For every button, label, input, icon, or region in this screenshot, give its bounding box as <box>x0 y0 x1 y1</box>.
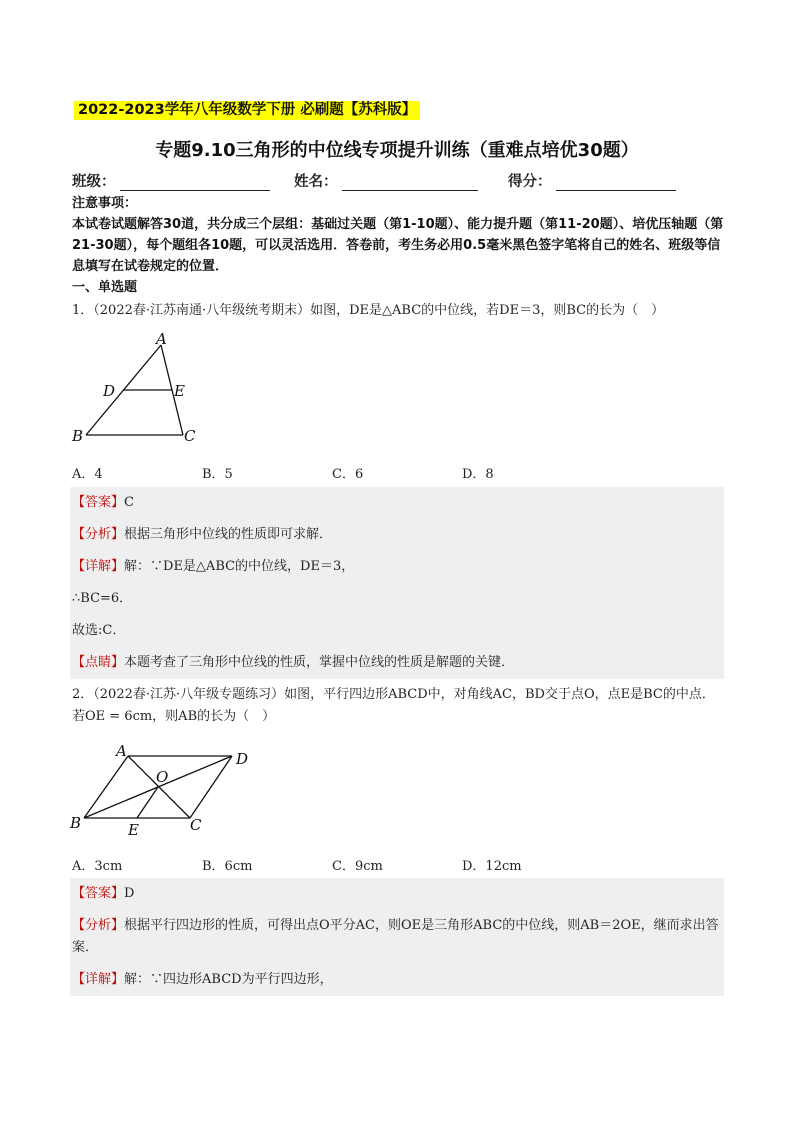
q1-option-a[interactable]: A．4 <box>72 467 103 482</box>
q1-stem: 1．（2022春·江苏南通·八年级统考期末）如图，DE是△ABC的中位线，若DE＝3，则BC的长为（ ） <box>72 303 665 318</box>
label-d: D <box>103 382 116 400</box>
q2-analysis-row <box>70 910 724 964</box>
section-heading: 一、单选题 <box>72 280 138 295</box>
q1-option-b[interactable]: B．5 <box>202 467 233 482</box>
label-b: B <box>70 814 82 832</box>
label-d: D <box>236 750 249 768</box>
instructions-heading: 注意事项： <box>72 196 138 211</box>
answer-value: D <box>124 886 135 901</box>
comment-tag: 【点睛】 <box>72 655 125 670</box>
name-blank[interactable] <box>342 174 478 191</box>
label-e: E <box>174 382 185 400</box>
analysis-text: 根据平行四边形的性质，可得出点O平分AC，则OE是三角形ABC的中位线，则AB＝2OE，继而求出答案． <box>72 918 719 955</box>
instructions-body: 本试卷试题解答30道，共分成三个层组：基础过关题（第1-10题）、能力提升题（第11-20题）、培优压轴题（第21-30题），每个题组各10题，可以灵活选用．答卷前，考生务必用0.5毫米黑色签字笔将自己的姓名、班级等信息填写在试卷规定的位置． <box>72 217 724 274</box>
answer-tag: 【答案】 <box>72 495 125 510</box>
label-a: A <box>116 742 127 760</box>
detail-tag: 【详解】 <box>72 559 125 574</box>
comment-text: 本题考查了三角形中位线的性质，掌握中位线的性质是解题的关键． <box>124 655 515 670</box>
detail-text: 解：∵四边形ABCD为平行四边形， <box>124 972 333 987</box>
class-field <box>72 170 294 191</box>
q1-solution <box>70 487 724 679</box>
q2-detail-row <box>70 964 724 996</box>
q1-options <box>72 463 592 482</box>
q1-step3: 故选:C． <box>72 623 126 638</box>
q1-comment-row <box>70 647 724 679</box>
q2-option-c[interactable]: C．9cm <box>332 859 383 874</box>
q2-stem: 2．（2022春·江苏·八年级专题练习）如图，平行四边形ABCD中，对角线AC，BD交于点O，点E是BC的中点．若OE = 6cm，则AB的长为（ ） <box>72 687 715 724</box>
q1-analysis-row <box>70 519 724 551</box>
q1-option-c[interactable]: C．6 <box>332 467 364 482</box>
page-title: 专题9.10三角形的中位线专项提升训练（重难点培优30题） <box>155 140 639 161</box>
series-banner: 2022-2023学年八年级数学下册 必刷题【苏科版】 <box>74 101 420 120</box>
q2-option-b[interactable]: B．6cm <box>202 859 253 874</box>
score-blank[interactable] <box>556 174 676 191</box>
analysis-text: 根据三角形中位线的性质即可求解． <box>124 527 333 542</box>
instructions <box>72 193 724 298</box>
q2-options <box>72 855 592 874</box>
answer-tag: 【答案】 <box>72 886 125 901</box>
q1-option-d[interactable]: D．8 <box>462 467 494 482</box>
score-field <box>508 170 676 191</box>
label-c: C <box>184 427 196 445</box>
q2-parallelogram-figure <box>66 742 266 838</box>
name-field <box>294 170 508 191</box>
q1-detail-row <box>70 551 724 583</box>
answer-value: C <box>124 495 134 510</box>
analysis-tag: 【分析】 <box>72 918 125 933</box>
analysis-tag: 【分析】 <box>72 527 125 542</box>
detail-text: 解：∵DE是△ABC的中位线，DE＝3， <box>124 559 355 574</box>
name-label: 姓名： <box>294 174 338 190</box>
q1-step2: ∴BC=6． <box>72 591 133 606</box>
q2-option-a[interactable]: A．3cm <box>72 859 123 874</box>
class-blank[interactable] <box>120 174 270 191</box>
label-a: A <box>156 330 167 348</box>
student-info-fields <box>72 170 722 191</box>
q1-answer-row <box>70 487 724 519</box>
q1-triangle-figure <box>68 330 208 446</box>
label-b: B <box>72 427 84 445</box>
score-label: 得分： <box>508 174 552 190</box>
q2-answer-row <box>70 878 724 910</box>
label-e: E <box>128 821 139 838</box>
detail-tag: 【详解】 <box>72 972 125 987</box>
label-o: O <box>156 768 169 786</box>
class-label: 班级： <box>72 174 116 190</box>
q2-solution <box>70 878 724 996</box>
q2-option-d[interactable]: D．12cm <box>462 859 522 874</box>
label-c: C <box>190 816 202 834</box>
